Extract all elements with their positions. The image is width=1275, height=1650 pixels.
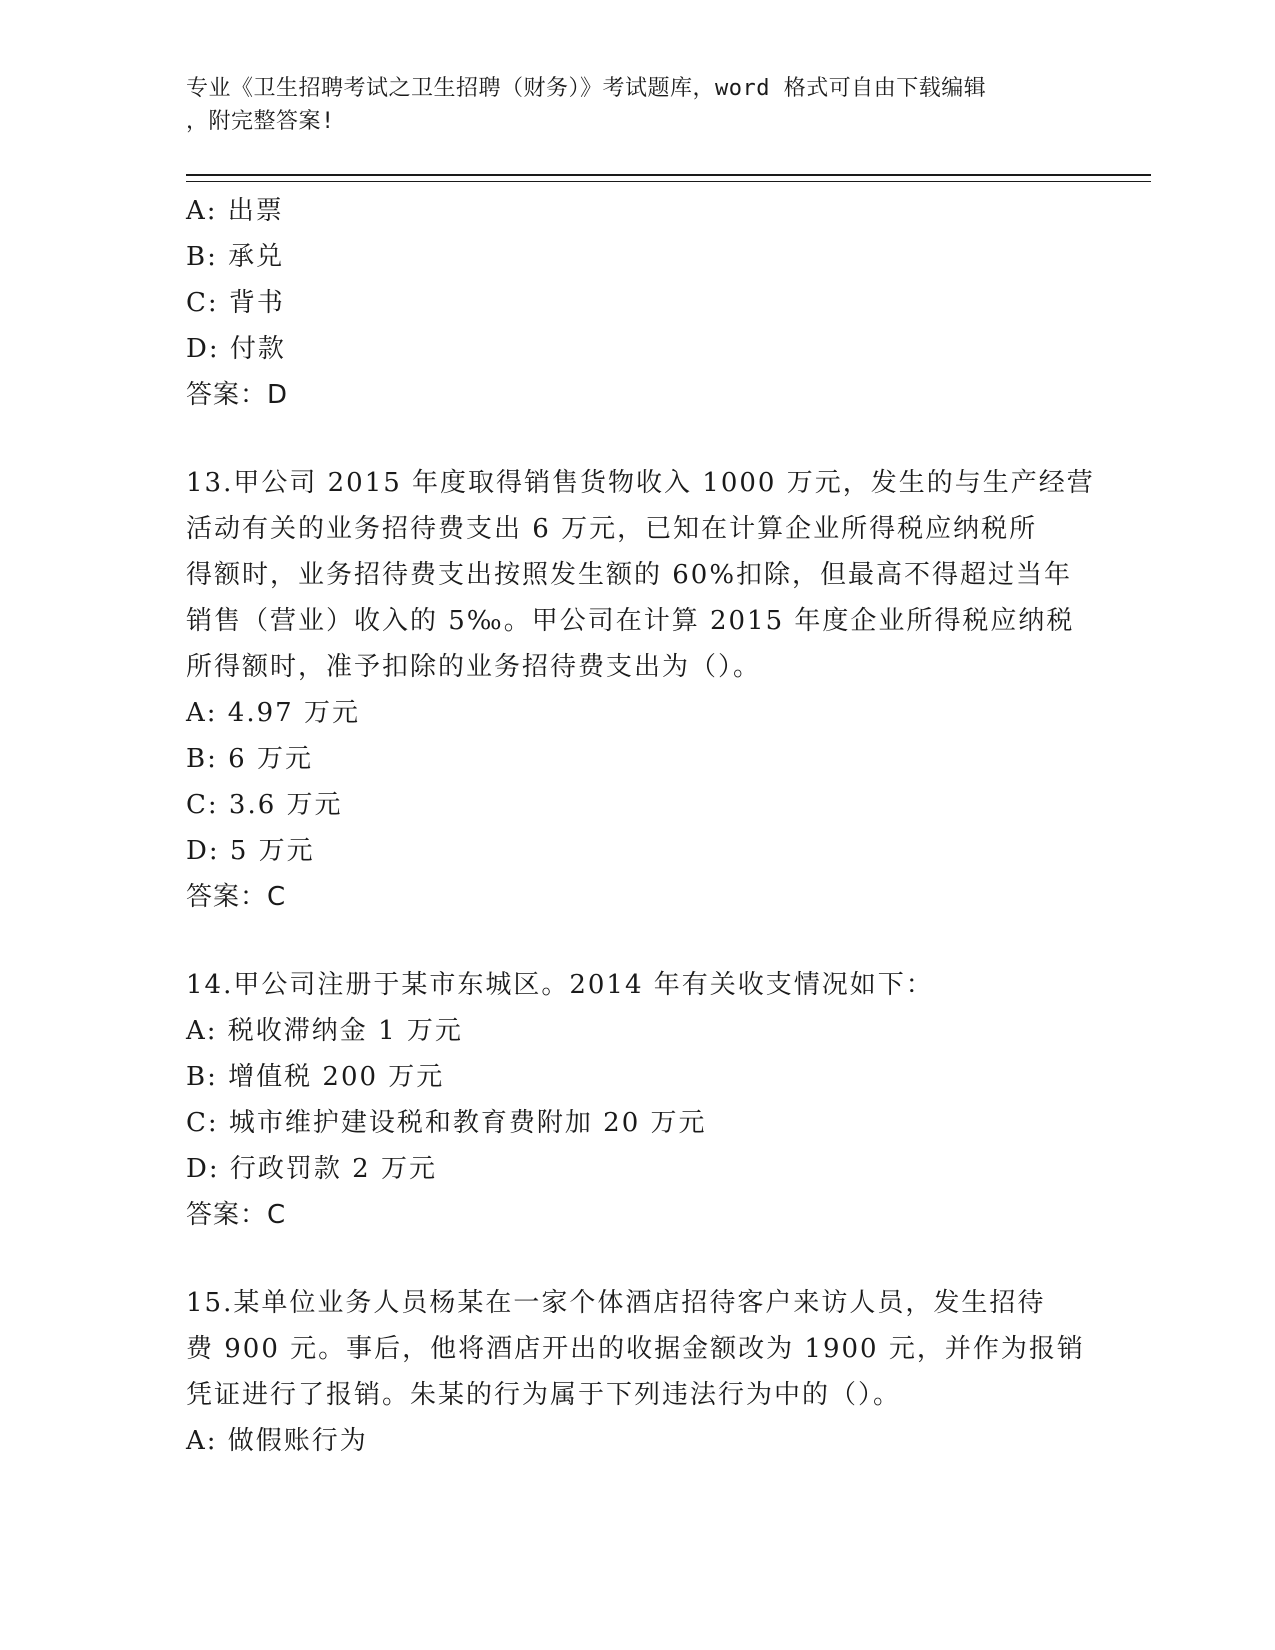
question-text-line: 15.某单位业务人员杨某在一家个体酒店招待客户来访人员，发生招待 — [186, 1288, 1046, 1318]
question-12 — [186, 188, 1086, 418]
header-rule-thick — [186, 174, 1151, 176]
question-text-line: 销售（营业）收入的 5‰。甲公司在计算 2015 年度企业所得税应纳税 — [186, 606, 1075, 636]
spacer — [186, 1238, 1086, 1280]
question-text-line: 所得额时，准予扣除的业务招待费支出为（）。 — [186, 652, 762, 682]
answer: 答案：C — [186, 1200, 287, 1230]
option-c: C: 3.6 万元 — [186, 790, 343, 820]
option-a: A: 4.97 万元 — [186, 698, 360, 728]
answer: 答案：C — [186, 882, 287, 912]
option-d: D: 行政罚款 2 万元 — [186, 1154, 437, 1184]
question-text-line: 凭证进行了报销。朱某的行为属于下列违法行为中的（）。 — [186, 1380, 902, 1410]
question-text-line: 13.甲公司 2015 年度取得销售货物收入 1000 万元，发生的与生产经营 — [186, 468, 1095, 498]
header-line-2: ，附完整答案! — [186, 109, 335, 134]
option-b: B: 承兑 — [186, 242, 285, 272]
question-13 — [186, 460, 1095, 920]
question-text-line: 活动有关的业务招待费支出 6 万元，已知在计算企业所得税应纳税所 — [186, 514, 1038, 544]
question-text-line: 费 900 元。事后，他将酒店开出的收据金额改为 1900 元，并作为报销 — [186, 1334, 1085, 1364]
question-text-line: 14.甲公司注册于某市东城区。2014 年有关收支情况如下： — [186, 970, 934, 1000]
option-d: D: 付款 — [186, 334, 286, 364]
spacer — [186, 920, 1086, 962]
question-content — [186, 188, 1095, 1464]
header-rule-thin — [186, 181, 1151, 182]
option-d: D: 5 万元 — [186, 836, 315, 866]
option-c: C: 背书 — [186, 288, 285, 318]
spacer — [186, 418, 1086, 460]
option-c: C: 城市维护建设税和教育费附加 20 万元 — [186, 1108, 707, 1138]
answer: 答案：D — [186, 380, 289, 410]
document-header — [186, 72, 1066, 138]
header-line-1: 专业《卫生招聘考试之卫生招聘（财务）》考试题库，word 格式可自由下载编辑 — [186, 76, 987, 101]
question-15 — [186, 1280, 1086, 1464]
question-text-line: 得额时，业务招待费支出按照发生额的 60%扣除，但最高不得超过当年 — [186, 560, 1073, 590]
option-a: A: 税收滞纳金 1 万元 — [186, 1016, 463, 1046]
option-b: B: 增值税 200 万元 — [186, 1062, 445, 1092]
option-a: A: 出票 — [186, 196, 284, 226]
option-b: B: 6 万元 — [186, 744, 313, 774]
question-14 — [186, 962, 1086, 1238]
option-a: A: 做假账行为 — [186, 1426, 368, 1456]
